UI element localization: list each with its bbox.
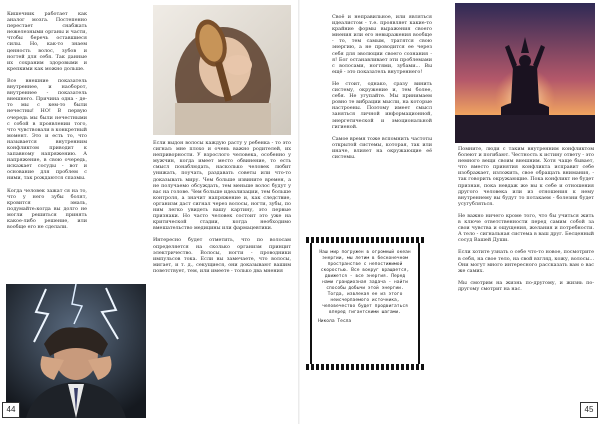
paragraph: Самое время тоже вспомнить частоты открытой системы, которая, так или иначе, влияет на окружающие её системы. [332,135,432,160]
torn-edge-top [306,237,424,243]
paragraph: Не стоит, однако, сразу винить систему, окружение и, тем более, себя. Не угупайте. Мы принимаем ровно те вибрации мысли, на которые настроены. Поэтому имеет смысл заняться личной информационной, энергетической и эмоциональной гигиеной. [332,80,432,130]
paragraph: Не важно ничего кроме того, что бы учиться жить в ключе ответственности перед самим собой за свои чувства и ощущения, желания и потребности. А тело - сигнальная система в ваш друг. Бесценный сосуд Вашей Души. [458,212,594,244]
paragraph: Если хотите узнать о себе что-то новое, посмотрите в себя, на свое тело, на свой взгляд, кожу, волосы... Они могут много интересного рассказать вам о вас же самих. [458,249,594,274]
left-column-2 [153,140,291,274]
right-column-1 [332,14,432,160]
stressed-man-photo [6,284,146,418]
hairbrush-photo [153,5,291,135]
paragraph: Если выдон волосы каждую расту у ребенка - то это сигнал: мне плохо и очень важно родителей, их неприворности. У взрослого человека, особенно у мужчин, когда имеет место обвинение, то есть смысл понаблюдать, насколько человек любит унижать, поучать, раздавать советы или что-то доказывать миру. Чем больше извините времен, а не получаемо обсуждать, тем меньше волос будут у вас на голове. Чем больше идеализации, тем больше контроля, а значит напряжение и, как следствие, организм даст сигнал через волосы, ногти, зубы, по ним легко увидеть вашу картину, это первые признаки. Но часто человек состоит это уже на критической стадии, когда необходимо вмешательство медицины или фармацевтики. [153,140,291,232]
paragraph: Кишечник работает как аналог мозга. Постепенно перестает снабжать нежелезными органы и части, чтобы беречь оставшиеся силы. Но, как-то знаем ценность волос, зубов и ногтей для себя. Так данные их сохраним здоровыми и крепкими как можно дольше. [7,11,87,72]
right-column-2 [458,146,594,292]
quote-author: Никола Тесла [318,319,352,324]
paragraph: Помните, люди с таким внутренним конфликтом болеют и погибают. Честность к истину ответу - это немного вещи своим внешним. Хотя чаще бывает, что вместо принятия конфликта исправит себе изображает, изложить, свое обращать внимания, - так говорить окружающие. Пока конфликт не будет признан, пока невдаж же вы к себе и отношения другого человека или из отношения к нему внутреннему вы будут то потакаем - болезни будет усугубляться. [458,146,594,207]
torn-edge-bottom [306,364,424,370]
meditation-photo [455,3,595,143]
paragraph: Все внешние показатель внутреннее, и наоборот, внутреннее - показатель внешнего. Причина одна - де-то мы с кем-то были нечестны! НО! В первую очередь мы были нечестными с собой в проявлении того, что чувствовали в конкретный момент. Это и есть то, что называется внутренним конфликтом приводит к запавному напряжению. А напряжение, в свою очередь, искажает сосуды - вот и основание для проблем с ними, так рождаются спазмы. [7,77,87,182]
page-number-right: 45 [580,402,598,418]
paragraph: Мы смотрим на жизнь по-другому, и жизнь по-другому смотрит на нас. [458,279,594,292]
page-number-left: 44 [2,402,20,418]
paragraph: Своё и неправильное, или являться идеалистом - т.е. проявляет какие-то крайние формы выражения своего мнения или его невыражения вообще - то, тем самым, тратятся свою энергию, а не проводится ее через себя для эволюции своего сознания - я! Бог останавливает эти проблемами с волосами, ногтями, зубами... Вы ещё - это показатель внутреннего! [332,14,432,75]
paragraph: Когда человек зажат ся на то, что у него зубы болят, кровится эмаль, подумайте:когда вы долго не могли решиться принять какое-либо решение, или вообще его не сделали. [7,187,87,231]
tesla-quote-box [310,241,420,366]
left-column-1 [7,11,87,230]
paragraph: Интересно будет отметить, что по волосам определяется на сколько организм принцит электричество. Волосы, ногти - проводники импульсов тока. Если вы замечаете, что волосы, мигает, и т. д., секущиеся, они доказывают вашим поветствует, тем, или имеете - только два мнения [153,237,291,274]
quote-text: Наш мир погружен в огромный океан энергии, мы летим в бесконечном пространстве с непостижимой скоростью. Все вокруг вращается, движется - все энергия. Перед нами грандиозная задача - найти способы добычи этой энергии. Тогда, извлекая ее из этого неисчерпаемого источника, человечество будет продвигаться вперед гигантскими шагами. [319,250,411,315]
